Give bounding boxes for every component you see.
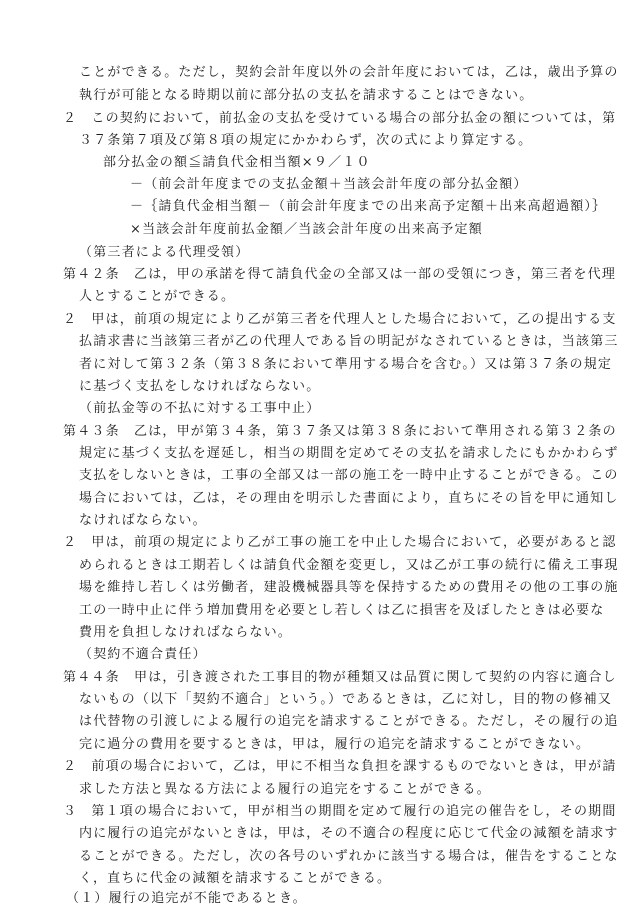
text-line: 求した方法と異なる方法による履行の追完をすることができる。 <box>79 782 491 797</box>
article-heading: （前払金等の不払に対する工事中止） <box>79 401 321 416</box>
article-heading: （第三者による代理受領） <box>79 245 250 260</box>
text-line: 者に対して第３２条（第３８条において準用する場合を含む。）又は第３７条の規定 <box>79 357 613 372</box>
text-line: 場合においては，乙は，その理由を明示した書面により，直ちにその旨を甲に通知し <box>79 491 619 506</box>
text-line: 第４４条 甲は，引き渡された工事目的物が種類又は品質に関して契約の内容に適合し <box>63 670 617 685</box>
formula-line: －｛請負代金相当額－（前会計年度までの出来高予定額＋出来高超過額）｝ <box>130 199 607 214</box>
text-line: 工の一時中止に伴う増加費用を必要とし若しくは乙に損害を及ぼしたときは必要な <box>79 603 605 618</box>
formula-line: 部分払金の額≦請負代金相当額×９／１０ <box>103 155 371 170</box>
formula-line: ×当該会計年度前払金額／当該会計年度の出来高予定額 <box>130 222 483 237</box>
text-line: は代替物の引渡しによる履行の追完を請求することができる。ただし，その履行の追 <box>79 714 619 729</box>
text-line: ２ 甲は，前項の規定により乙が第三者を代理人とした場合において，乙の提出する支 <box>63 312 617 327</box>
article-heading: （契約不適合責任） <box>79 647 207 662</box>
text-line: 費用を負担しなければならない。 <box>79 625 293 640</box>
text-line: 場を維持し若しくは労働者，建設機械器具等を保持するための費用その他の工事の施 <box>79 580 619 595</box>
formula-line: －（前会計年度までの支払金額＋当該会計年度の部分払金額） <box>130 177 528 192</box>
text-line: ２ この契約において，前払金の支払を受けている場合の部分払金の額については，第 <box>63 111 617 126</box>
list-item: （１）履行の追完が不能であるとき。 <box>66 891 307 906</box>
text-line: 規定に基づく支払を遅延し，相当の期間を定めてその支払を請求したにもかかわらず <box>79 446 619 461</box>
text-line: ３７条第７項及び第８項の規定にかかわらず，次の式により算定する。 <box>79 133 533 148</box>
text-line: ことができる。ただし，契約会計年度以外の会計年度においては，乙は，歳出予算の <box>79 65 619 80</box>
text-line: 完に過分の費用を要するときは，甲は，履行の追完を請求することができない。 <box>79 737 591 752</box>
text-line: に基づく支払をしなければならない。 <box>79 379 321 394</box>
text-line: 支払をしないときは，工事の全部又は一部の施工を一時中止することができる。この <box>79 468 619 483</box>
text-line: 執行が可能となる時期以前に部分払の支払を請求することはできない。 <box>79 88 534 103</box>
text-line: く，直ちに代金の減額を請求することができる。 <box>79 871 392 886</box>
text-line: 人とすることができる。 <box>79 289 236 304</box>
text-line: ２ 前項の場合において，乙は，甲に不相当な負担を課するものでないときは，甲が請 <box>63 759 617 774</box>
text-line: なければならない。 <box>79 513 207 528</box>
text-line: ３ 第１項の場合において，甲が相当の期間を定めて履行の追完の催告をし，その期間 <box>63 804 617 819</box>
text-line: 内に履行の追完がないときは，甲は，その不適合の程度に応じて代金の減額を請求す <box>79 826 619 841</box>
text-line: ２ 甲は，前項の規定により乙が工事の施工を中止した場合において，必要があると認 <box>63 535 617 550</box>
text-line: 払請求書に当該第三者が乙の代理人である旨の明記がなされているときは，当該第三 <box>79 334 619 349</box>
text-line: ることができる。ただし，次の各号のいずれかに該当する場合は，催告をすることな <box>79 849 619 864</box>
text-line: ないもの（以下「契約不適合」という。）であるときは，乙に対し，目的物の修補又 <box>79 692 613 707</box>
text-line: 第４３条 乙は，甲が第３４条，第３７条又は第３８条において準用される第３２条の <box>63 424 617 439</box>
text-line: 第４２条 乙は，甲の承諾を得て請負代金の全部又は一部の受領につき，第三者を代理 <box>63 267 617 282</box>
text-line: められるときは工期若しくは請負代金額を変更し，又は乙が工事の続行に備え工事現 <box>79 558 619 573</box>
